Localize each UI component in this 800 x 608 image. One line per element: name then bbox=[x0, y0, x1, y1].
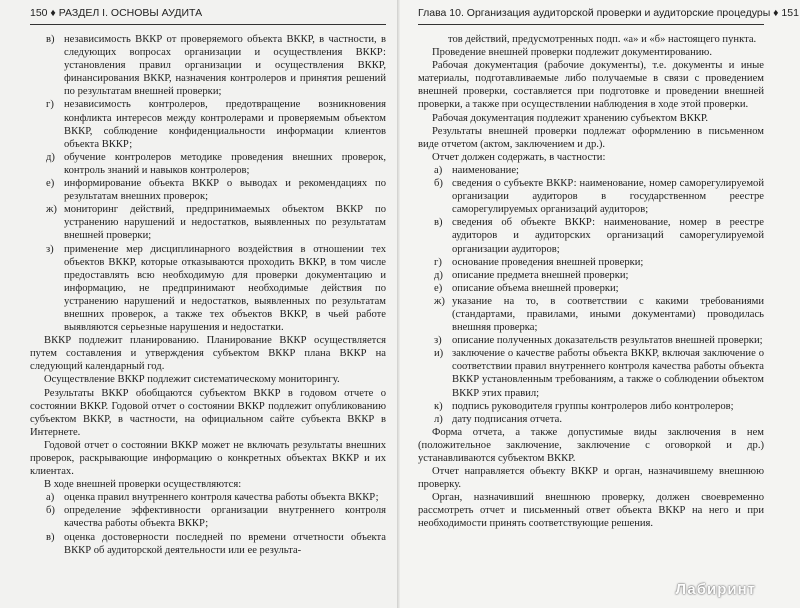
left-running-header: 150 ♦ РАЗДЕЛ I. ОСНОВЫ АУДИТА bbox=[30, 0, 386, 25]
list-item: л) дату подписания отчета. bbox=[434, 413, 562, 425]
continuation-text: тов действий, предусмотренных подп. «а» и «б» настоящего пункта. bbox=[448, 34, 757, 45]
list-item: б) определение эффективности организации внутреннего контроля качества работы объекта ВККР; bbox=[46, 505, 386, 530]
list-item: в) независимость ВККР от проверяемого объекта ВККР, в частности, в следующих вопросах организации и осуществления ВККР: установления правил организации и осуществления ВККР, финансирования ВККР, назначения контролеров и принятия решений по результатам внешней проверки; bbox=[46, 34, 386, 98]
right-running-header: Глава 10. Организация аудиторской проверки и аудиторские процедуры ♦ 151 bbox=[418, 0, 764, 25]
left-page-body bbox=[30, 33, 386, 557]
paragraph: Результаты внешней проверки подлежат оформлению в письменном виде отчетом (актом, заключением и др.). bbox=[418, 125, 764, 150]
paragraph: Орган, назначивший внешнюю проверку, должен своевременно рассмотреть отчет и письменный ответ объекта ВККР на него и при необходимости принять соответствующие решения. bbox=[418, 492, 764, 530]
list-item: в) сведения об объекте ВККР: наименование, номер в реестре аудиторов и аудиторских организаций саморегулируемой организации аудиторов; bbox=[434, 217, 764, 255]
list-item: а) наименование; bbox=[434, 164, 519, 176]
list-item: е) информирование объекта ВККР о выводах и рекомендациях по результатам внешних проверок; bbox=[46, 178, 386, 203]
list-item: д) описание предмета внешней проверки; bbox=[434, 269, 629, 281]
paragraph: Отчет должен содержать, в частности: bbox=[432, 151, 606, 163]
list-item: е) описание объема внешней проверки; bbox=[434, 282, 619, 294]
right-page-body bbox=[418, 33, 764, 531]
list-item: в) оценка достоверности последней по времени отчетности объекта ВККР об аудиторской деятельности или ее результа- bbox=[46, 531, 386, 556]
paragraph: Рабочая документация подлежит хранению субъектом ВККР. bbox=[432, 112, 709, 124]
right-page bbox=[400, 0, 800, 608]
list-item: к) подпись руководителя группы контролеров либо контролеров; bbox=[434, 400, 734, 412]
paragraph: Результаты ВККР обобщаются субъектом ВККР в годовом отчете о состоянии ВККР. Годовой отчет о состоянии ВККР подлежит опубликованию субъектом ВККР, в частности, на официальном сайте субъекта ВККР в Интернете. bbox=[30, 387, 386, 438]
list-item: и) заключение о качестве работы объекта ВККР, включая заключение о соответствии правил внутреннего контроля качества работы объекта ВККР установленным требованиям, а также о соблюдении объектом ВККР этих правил; bbox=[434, 348, 764, 399]
list-item: ж) указание на то, в соответствии с какими требованиями (стандартами, правилами, иными документами) проводилась внешняя проверка; bbox=[434, 295, 764, 334]
list-item: г) основание проведения внешней проверки; bbox=[434, 256, 644, 268]
paragraph: Форма отчета, а также допустимые виды заключения в нем (положительное заключение, заключение с оговоркой и др.) устанавливаются субъектом ВККР. bbox=[418, 426, 764, 464]
list-item: з) применение мер дисциплинарного воздействия в отношении тех объектов ВККР, которые отказываются проходить ВККР, в том числе предоставлять всю необходимую для проверки документацию и информацию, не предпринимают необходимые действия по устранению нарушений и недостатков, выявленных по результатам внешних проверок, а также тех объектов ВККР, в чьей работе выявляются серьезные нарушения и недостатки. bbox=[46, 243, 386, 334]
list-item: а) оценка правил внутреннего контроля качества работы объекта ВККР; bbox=[46, 492, 379, 504]
list-item: д) обучение контролеров методике проведения внешних проверок, контроль знаний и навыков контролеров; bbox=[46, 151, 386, 176]
list-item: з) описание полученных доказательств результатов внешней проверки; bbox=[434, 335, 763, 347]
paragraph: ВККР подлежит планированию. Планирование ВККР осуществляется путем составления и утверждения субъектом ВККР плана ВККР на следующий календарный год. bbox=[30, 335, 386, 373]
paragraph: В ходе внешней проверки осуществляются: bbox=[44, 479, 242, 491]
list-item: ж) мониторинг действий, предпринимаемых объектом ВККР по устранению нарушений и недостатков, выявленных по результатам внешней проверки; bbox=[46, 204, 386, 242]
watermark-logo: Лабиринт bbox=[675, 581, 756, 598]
paragraph: Годовой отчет о состоянии ВККР может не включать результаты внешних проверок, раскрывающие информацию о конкретных объектах ВККР и их клиентах. bbox=[30, 439, 386, 478]
paragraph: Проведение внешней проверки подлежит документированию. bbox=[432, 47, 712, 59]
paragraph: Осуществление ВККР подлежит систематическому мониторингу. bbox=[44, 374, 340, 386]
paragraph: Рабочая документация (рабочие документы), т.е. документы и иные материалы, подготавливаемые либо получаемые в связи с проведением внешней проверки, составляется при подготовке и проведении внешней проверки, а также при осуществлении наблюдения в ходе этой проверки. bbox=[418, 60, 764, 111]
list-item: б) сведения о субъекте ВККР: наименование, номер саморегулируемой организации аудиторов в государственном реестре саморегулируемых организаций аудиторов; bbox=[434, 178, 764, 216]
paragraph: Отчет направляется объекту ВККР и орган, назначившему внешнюю проверку. bbox=[418, 466, 764, 491]
list-item: г) независимость контролеров, предотвращение возникновения конфликта интересов между контролерами и проверяемым объектом ВККР, соблюдение конфиденциальности информации клиентов объекта ВККР; bbox=[46, 99, 386, 150]
